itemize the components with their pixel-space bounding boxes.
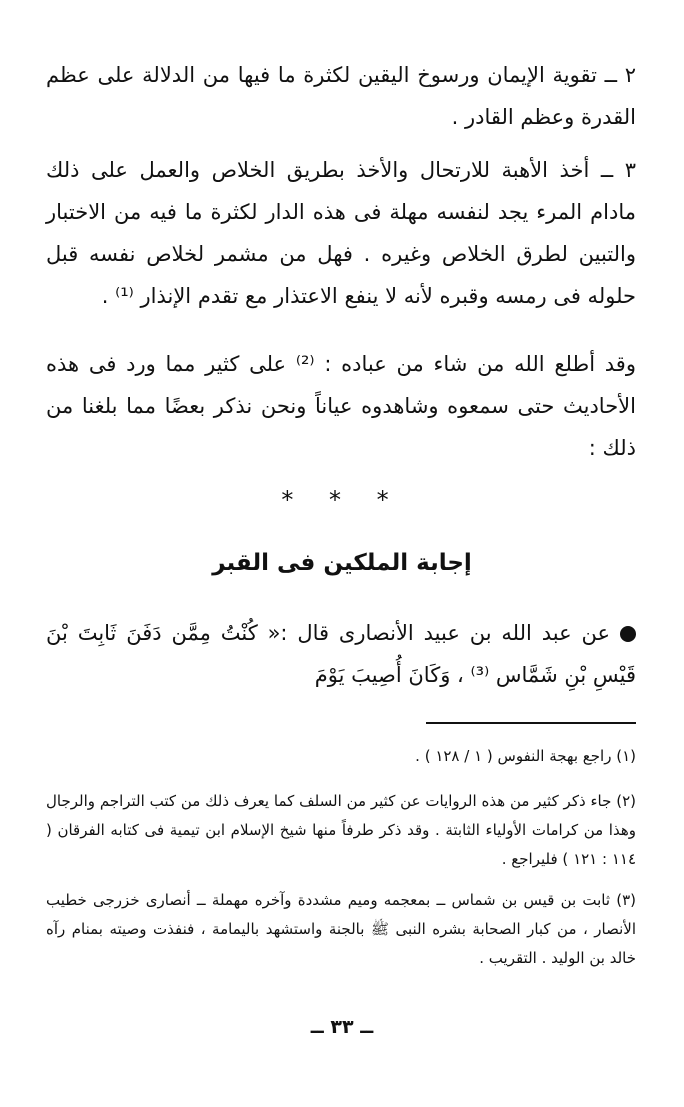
footnote-2: (٢) جاء ذكر كثير من هذه الروايات عن كثير من السلف كما يعرف ذلك من كتب التراجم والرجال وهذا من كرامات الأولياء الثابتة . وقد ذكر طرفاً منها شيخ الإسلام ابن تيمية فى كتابه الفرقان ( ١١٤ : ١٢١ ) فليراجع . [46, 792, 636, 868]
hadith-text: عن عبد الله بن عبيد الأنصارى قال :« كُنْتُ مِمَّن دَفَنَ ثَابِتَ بْنَ قَيْسِ بْنِ شَمَّاس ⁽³⁾ ، وَكَانَ أُصِيبَ يَوْمَ [46, 621, 636, 687]
page-number: ــ ٣٣ ــ [310, 1016, 374, 1038]
section-heading: إجابة الملكين فى القبر [212, 550, 472, 576]
footnote-divider [426, 722, 636, 724]
paragraph-point-3: ٣ ــ أخذ الأهبة للارتحال والأخذ بطريق الخلاص والعمل على ذلك مادام المرء يجد لنفسه مهلة فى هذه الدار لكثرة ما فيه من الاختبار والتبين لطرق الخلاص وغيره . فهل من مشمر لخلاص نفسه قبل حلوله فى رمسه وقبره لأنه لا ينفع الاعتذار مع تقدم الإنذار ⁽¹⁾ . [46, 158, 636, 308]
footnotes [46, 742, 636, 985]
bullet-icon [620, 626, 636, 642]
footnote-1: (١) راجع بهجة النفوس ( ١ / ١٢٨ ) . [415, 747, 636, 765]
hadith-paragraph [46, 612, 636, 696]
section-separator: * * * [281, 486, 403, 514]
footnote-3: (٣) ثابت بن قيس بن شماس ــ بمعجمه وميم مشددة وآخره مهملة ــ أنصارى خزرجى خطيب الأنصار ، من كبار الصحابة بشره النبى ﷺ بالجنة واستشهد باليمامة ، فنفذت وصيته بمنام رآه خالد بن الوليد . التقريب . [46, 891, 636, 967]
paragraph-point-2: ٢ ــ تقوية الإيمان ورسوخ اليقين لكثرة ما فيها من الدلالة على عظم القدرة وعظم القادر . [46, 63, 636, 129]
paragraph-intro: وقد أطلع الله من شاء من عباده : ⁽²⁾ على كثير مما ورد فى هذه الأحاديث حتى سمعوه وشاهدوه عياناً ونحن نذكر بعضًا مما بلغنا من ذلك : [46, 352, 636, 460]
